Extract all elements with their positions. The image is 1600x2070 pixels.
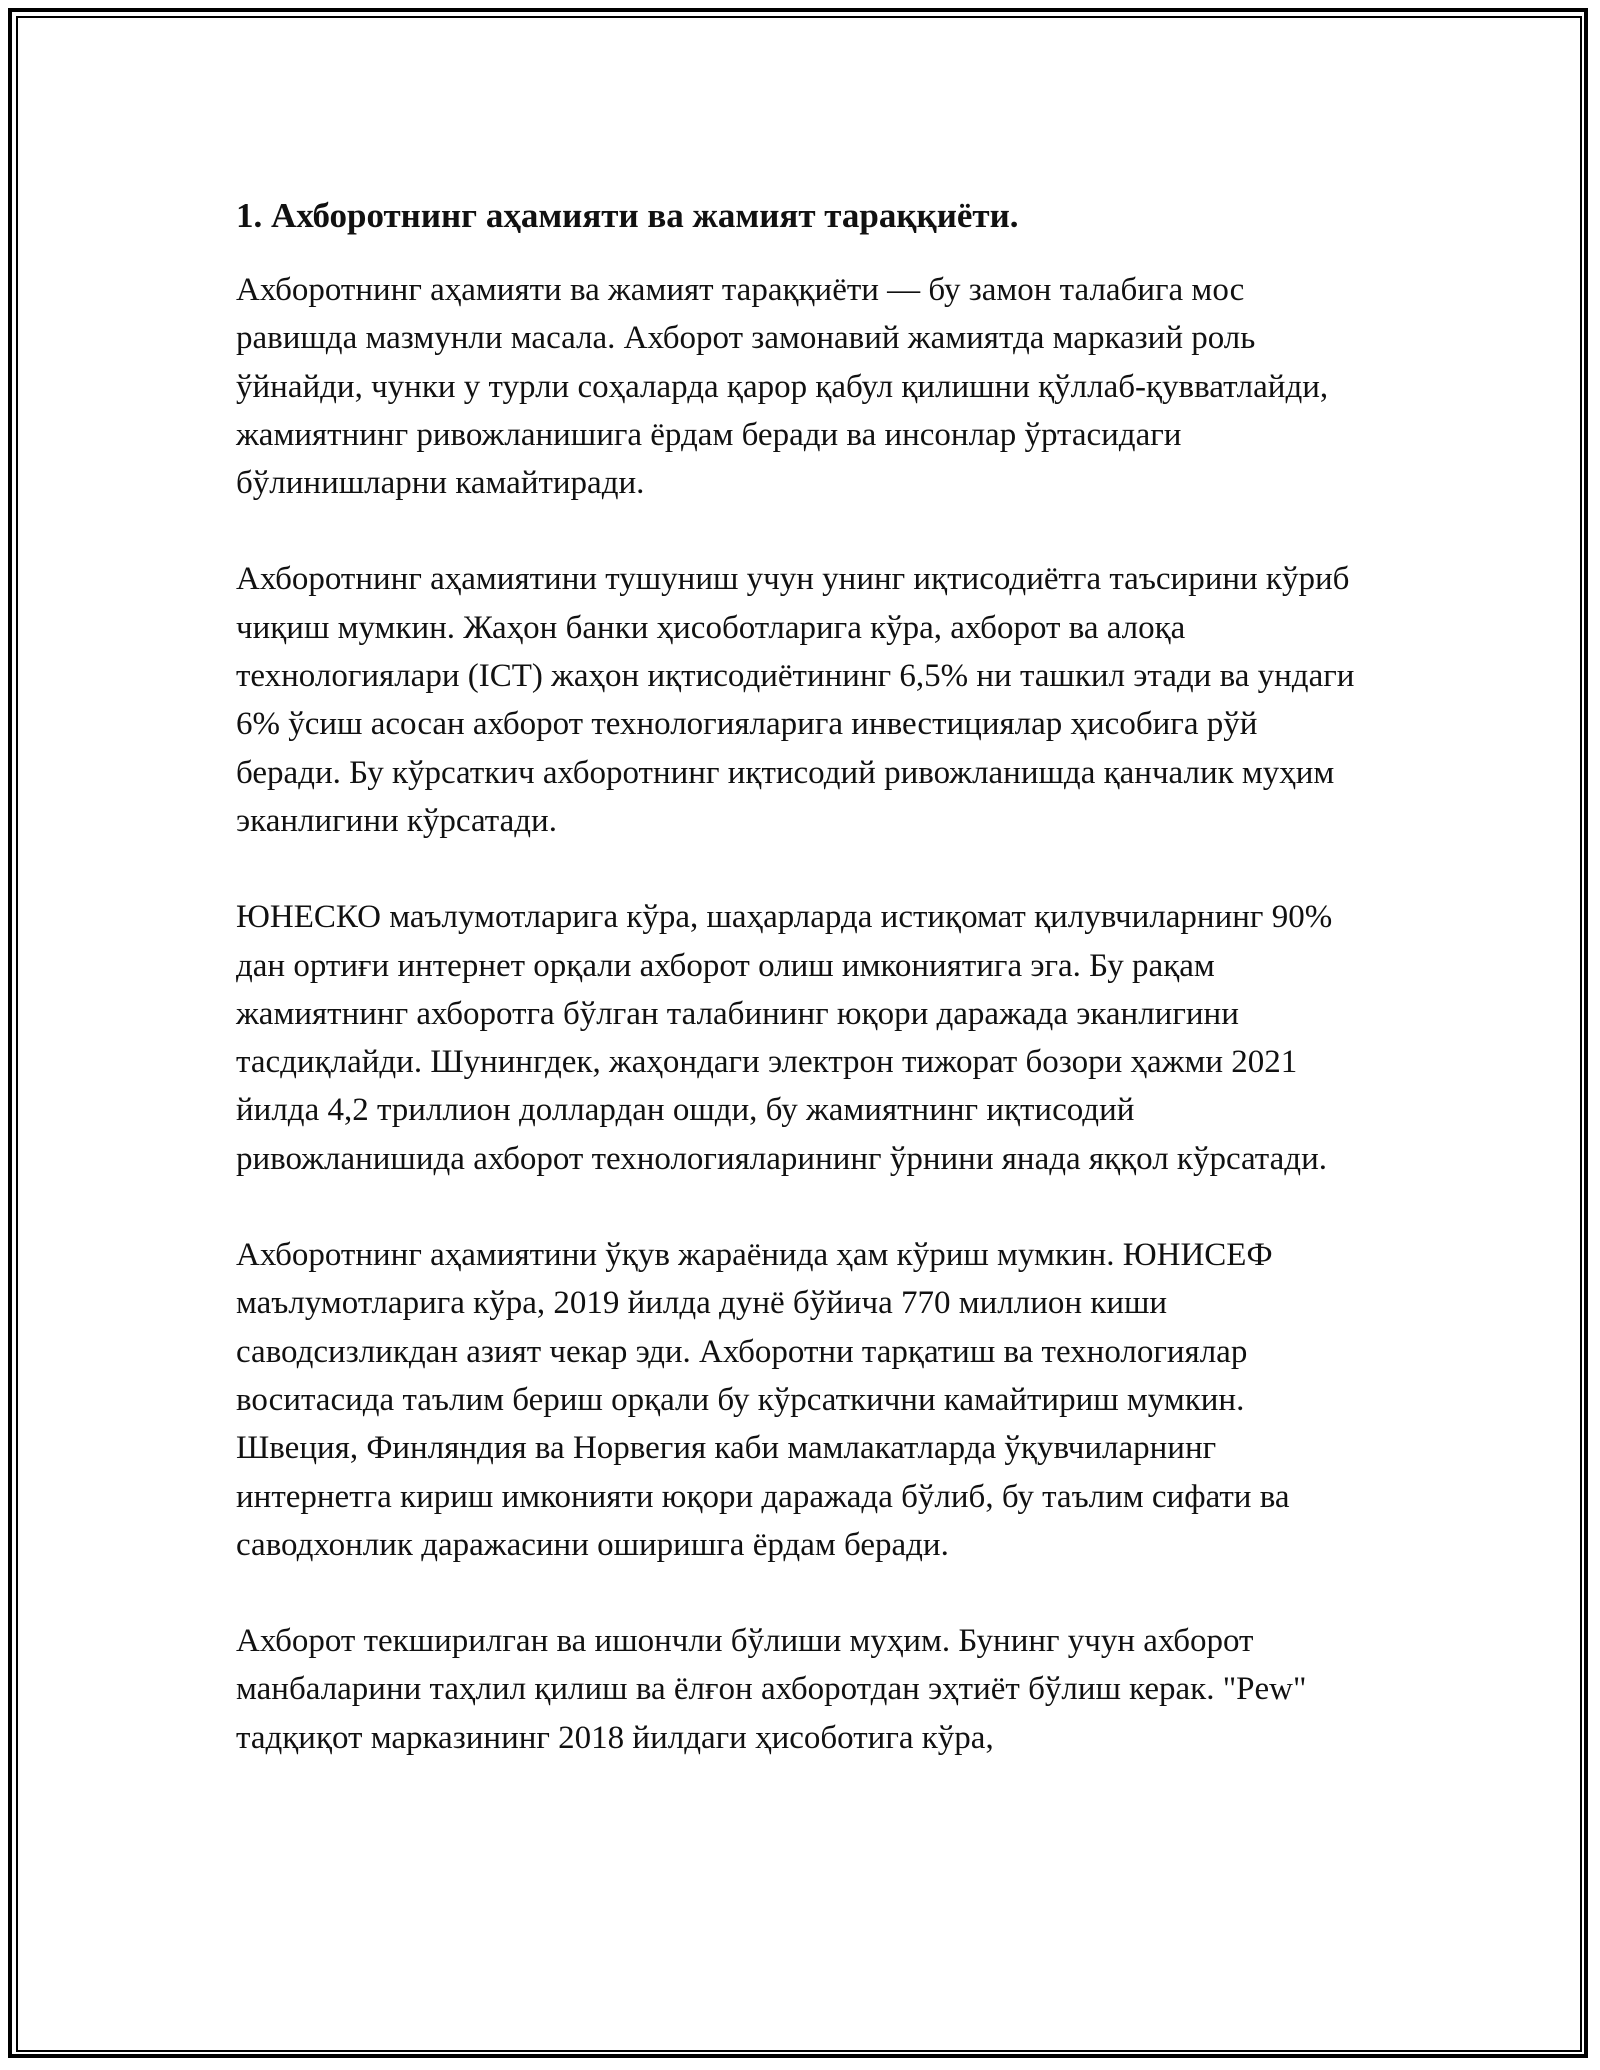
section-heading: 1. Ахборотнинг аҳамияти ва жамият тараққиёти. <box>236 196 1019 235</box>
paragraph-4: Ахборотнинг аҳамиятини ўқув жараёнида ҳам кўриш мумкин. ЮНИСЕФ маълумотларига кўра, 2019 йилда дунё бўйича 770 миллион киши саводсизликдан азият чекар эди. Ахборотни тарқатиш ва технологиялар воситасида таълим бериш орқали бу кўрсаткични камайтириш мумкин. Швеция, Финляндия ва Норвегия каби мамлакатларда ўқувчиларнинг интернетга кириш имконияти юқори даражада бўлиб, бу таълим сифати ва саводхонлик даражасини оширишга ёрдам беради. <box>236 1237 1290 1563</box>
document-body <box>236 192 1366 1810</box>
paragraph-5: Ахборот текширилган ва ишончли бўлиши муҳим. Бунинг учун ахборот манбаларини таҳлил қилиш ва ёлғон ахборотдан эҳтиёт бўлиш керак. "Pew" тадқиқот марказининг 2018 йилдаги ҳисоботига кўра, <box>236 1623 1307 1756</box>
paragraph-1: Ахборотнинг аҳамияти ва жамият тараққиёти — бу замон талабига мос равишда мазмунли масала. Ахборот замонавий жамиятда марказий роль ўйнайди, чунки у турли соҳаларда қарор қабул қилишни қўллаб-қувватлайди, жамиятнинг ривожланишига ёрдам беради ва инсонлар ўртасидаги бўлинишларни камайтиради. <box>236 272 1329 502</box>
paragraph-2: Ахборотнинг аҳамиятини тушуниш учун унинг иқтисодиётга таъсирини кўриб чиқиш мумкин. Жаҳон банки ҳисоботларига кўра, ахборот ва алоқа технологиялари (ICT) жаҳон иқтисодиётининг 6,5% ни ташкил этади ва ундаги 6% ўсиш асосан ахборот технологияларига инвестициялар ҳисобига рўй беради. Бу кўрсаткич ахборотнинг иқтисодий ривожланишда қанчалик муҳим эканлигини кўрсатади. <box>236 561 1355 839</box>
paragraph-3: ЮНЕСКО маълумотларига кўра, шаҳарларда истиқомат қилувчиларнинг 90% дан ортиғи интернет орқали ахборот олиш имкониятига эга. Бу рақам жамиятнинг ахборотга бўлган талабининг юқори даражада эканлигини тасдиқлайди. Шунингдек, жаҳондаги электрон тижорат бозори ҳажми 2021 йилда 4,2 триллион доллардан ошди, бу жамиятнинг иқтисодий ривожланишида ахборот технологияларининг ўрнини янада яққол кўрсатади. <box>236 899 1333 1177</box>
